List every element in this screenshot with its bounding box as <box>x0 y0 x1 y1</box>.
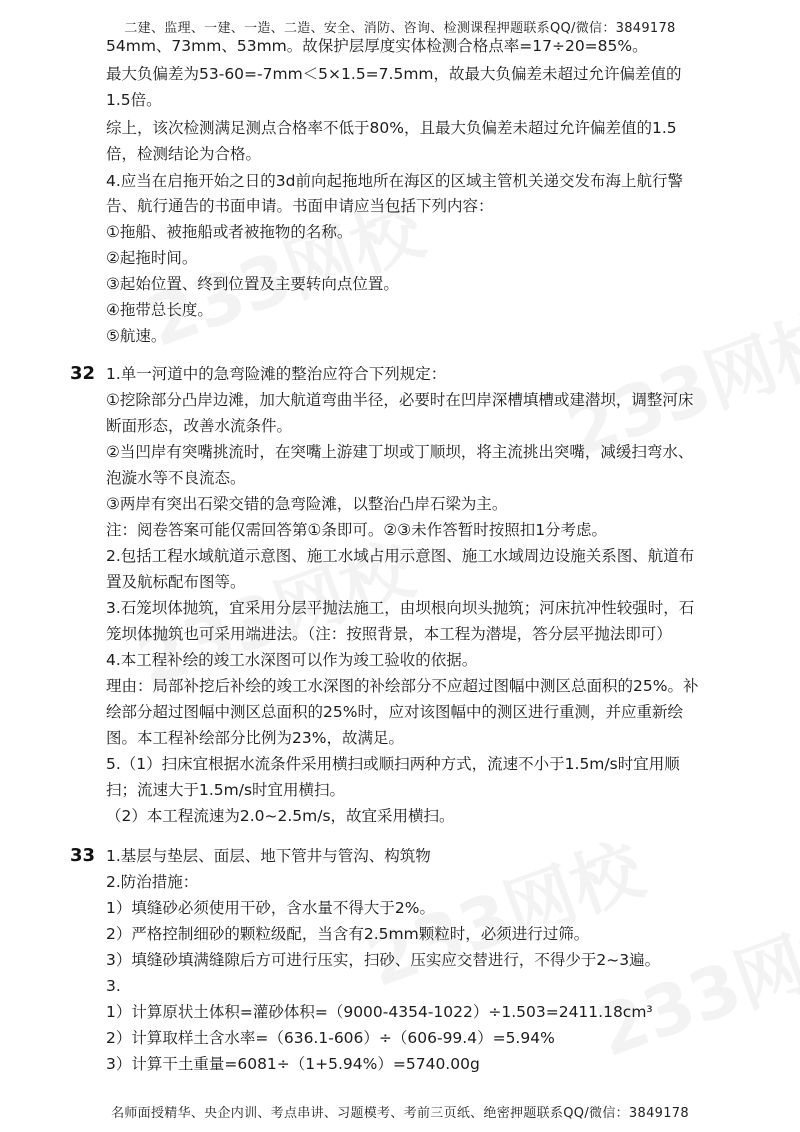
text-line: 2.包括工程水域航道示意图、施工水域占用示意图、施工水域周边设施关系图、航道布 <box>106 547 695 565</box>
text-line: 注：阅卷答案可能仅需回答第①条即可。②③未作答暂时按照扣1分考虑。 <box>106 521 608 539</box>
text-line: 断面形态，改善水流条件。 <box>106 417 293 435</box>
text-line: ②当凹岸有突嘴挑流时，在突嘴上游建丁坝或丁顺坝，将主流挑出突嘴，减缓扫弯水、 <box>106 443 694 461</box>
text-line: 理由：局部补挖后补绘的竣工水深图的补绘部分不应超过图幅中测区总面积的25%。补 <box>106 677 699 695</box>
text-line: 2）计算取样土含水率=（636.1-606）÷（606-99.4）=5.94% <box>106 1029 555 1047</box>
page-header: 二建、监理、一建、一造、二造、安全、消防、咨询、检测课程押题联系QQ/微信：3849178 <box>124 21 676 36</box>
text-line: 3.石笼坝体抛筑，宜采用分层平抛法施工，由坝根向坝头抛筑；河床抗冲性较强时，石 <box>106 599 695 617</box>
text-line: 笼坝体抛筑也可采用端进法。（注：按照背景，本工程为潜堤，答分层平抛法即可） <box>106 625 672 643</box>
text-line: ①拖船、被拖船或者被拖物的名称。 <box>106 223 353 241</box>
text-line: 54mm、73mm、53mm。故保护层厚度实体检测合格点率=17÷20=85%。 <box>106 37 648 55</box>
text-line: ①挖除部分凸岸边滩，加大航道弯曲半径，必要时在凹岸深槽填槽或建潜坝，调整河床 <box>106 391 694 409</box>
text-line: 置及航标配布图等。 <box>106 573 246 591</box>
text-line: ⑤航速。 <box>106 327 167 345</box>
text-line: 图。本工程补绘部分比例为23%，故满足。 <box>106 729 404 747</box>
watermark-4 <box>581 884 800 1077</box>
text-line: 告、航行通告的书面申请。书面申请应当包括下列内容： <box>106 197 494 215</box>
question-number: 33 <box>70 845 96 866</box>
text-line: 4.本工程补绘的竣工水深图可以作为竣工验收的依据。 <box>106 651 478 669</box>
text-line: 扫；流速大于1.5m/s时宜用横扫。 <box>106 781 346 799</box>
text-line: 绘部分超过图幅中测区总面积的25%时，应对该图幅中的测区进行重测，并应重新绘 <box>106 703 683 721</box>
question-number: 32 <box>70 363 96 384</box>
text-line: 1.单一河道中的急弯险滩的整治应符合下列规定： <box>106 365 447 383</box>
text-line: 4.应当在启拖开始之日的3d前向起拖地所在海区的区域主管机关递交发布海上航行警 <box>106 172 683 190</box>
text-line: 1）填缝砂必须使用干砂，含水量不得大于2%。 <box>106 899 435 917</box>
text-line: 综上，该次检测满足测点合格率不低于80%，且最大负偏差未超过允许偏差值的1.5 <box>106 119 677 137</box>
text-line: ③两岸有突出石梁交错的急弯险滩，以整治凸岸石梁为主。 <box>106 495 508 513</box>
text-line: 3. <box>106 977 121 995</box>
text-line: 2）严格控制细砂的颗粒级配，当含有2.5mm颗粒时，必须进行过筛。 <box>106 925 590 943</box>
text-line: 1.5倍。 <box>106 91 162 109</box>
text-line: ④拖带总长度。 <box>106 301 213 319</box>
text-line: 1.基层与垫层、面层、地下管井与管沟、构筑物 <box>106 847 431 865</box>
text-line: 2.防治措施： <box>106 873 199 891</box>
text-line: 泡漩水等不良流态。 <box>106 469 246 487</box>
text-line: 3）计算干土重量=6081÷（1+5.94%）=5740.00g <box>106 1055 480 1073</box>
text-line: 最大负偏差为53-60=-7mm＜5×1.5=7.5mm，故最大负偏差未超过允许偏差值的 <box>106 65 682 83</box>
text-line: 5.（1）扫床宜根据水流条件采用横扫或顺扫两种方式，流速不小于1.5m/s时宜用顺 <box>106 755 680 773</box>
text-line: ②起拖时间。 <box>106 249 198 267</box>
text-line: 1）计算原状土体积=灌砂体积=（9000-4354-1022）÷1.503=2411.18cm³ <box>106 1003 653 1021</box>
text-line: 倍，检测结论为合格。 <box>106 145 262 163</box>
text-line: （2）本工程流速为2.0~2.5m/s，故宜采用横扫。 <box>106 807 455 825</box>
text-line: 3）填缝砂填满缝隙后方可进行压实，扫砂、压实应交替进行，不得少于2~3遍。 <box>106 951 661 969</box>
text-line: ③起始位置、终到位置及主要转向点位置。 <box>106 275 399 293</box>
page-footer: 名师面授精华、央企内训、考点串讲、习题模考、考前三页纸、绝密押题联系QQ/微信：3849178 <box>111 1106 689 1121</box>
